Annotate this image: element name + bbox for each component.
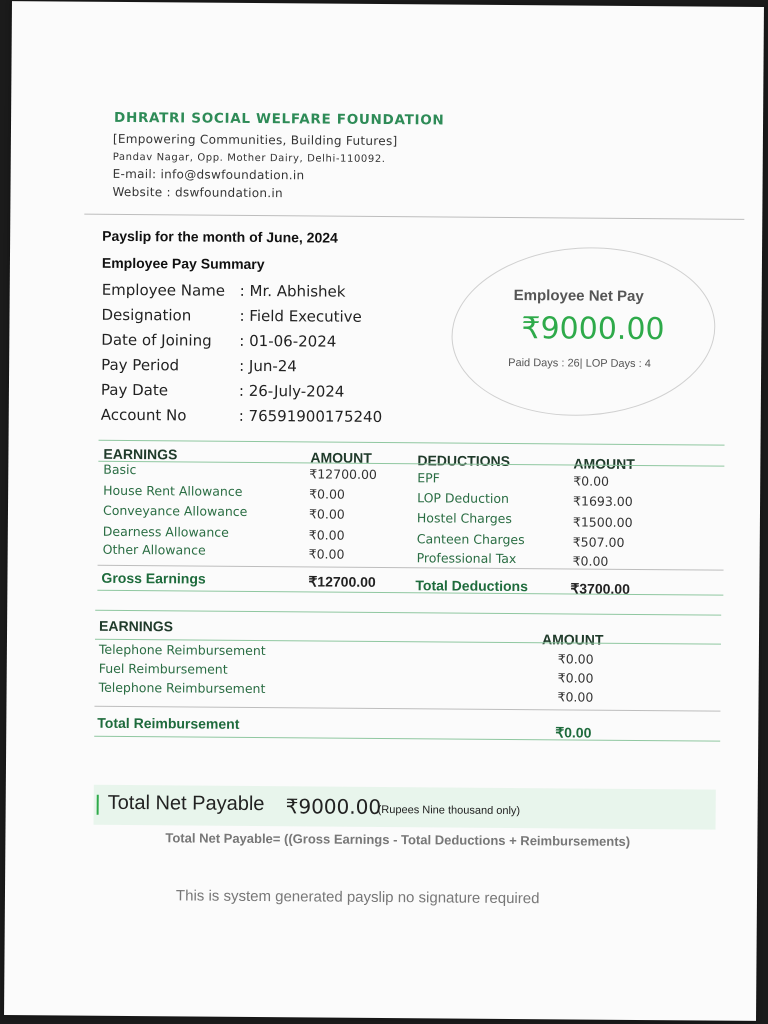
deduction-hostel-amount: ₹1500.00: [572, 514, 633, 530]
net-pay-formula: Total Net Payable= ((Gross Earnings - Total Deductions + Reimbursements): [165, 830, 631, 849]
gross-earnings-value: ₹12700.00: [308, 573, 376, 590]
reimb-telephone2-amount: ₹0.00: [557, 689, 594, 705]
deduction-ptax-amount: ₹0.00: [572, 553, 609, 569]
designation-value: : Field Executive: [239, 306, 362, 326]
summary-title: Employee Pay Summary: [101, 254, 265, 273]
account-no-label: Account No: [100, 405, 187, 425]
reimb-amount-header: AMOUNT: [541, 631, 604, 648]
org-tagline: [Empowering Communities, Building Futures]: [112, 131, 398, 149]
total-net-words: (Rupees Nine thousand only): [377, 803, 521, 818]
earning-hra-label: House Rent Allowance: [103, 482, 243, 499]
pay-period-label: Pay Period: [101, 355, 180, 375]
total-net-label: Total Net Payable: [107, 791, 265, 816]
org-address: Pandav Nagar, Opp. Mother Dairy, Delhi-110092.: [112, 151, 386, 166]
pay-period-value: : Jun-24: [239, 356, 297, 376]
employee-name-label: Employee Name: [101, 280, 226, 300]
org-email: E-mail: info@dswfoundation.in: [112, 166, 305, 183]
deduction-epf-amount: ₹0.00: [573, 473, 610, 489]
deduction-canteen-amount: ₹507.00: [572, 534, 625, 550]
deduction-hostel-label: Hostel Charges: [416, 510, 512, 527]
total-reimb-value: ₹0.00: [555, 724, 592, 741]
org-name: DHRATRI SOCIAL WELFARE FOUNDATION: [114, 109, 445, 129]
deduction-ptax-label: Professional Tax: [416, 550, 517, 567]
deduction-canteen-label: Canteen Charges: [416, 531, 525, 548]
deduction-lop-amount: ₹1693.00: [573, 493, 633, 509]
earning-da-amount: ₹0.00: [308, 527, 345, 543]
earning-da-label: Dearness Allowance: [102, 523, 229, 540]
reimb-earnings-header: EARNINGS: [99, 617, 174, 635]
reimb-top-rule: [95, 610, 721, 616]
earning-basic-label: Basic: [103, 461, 137, 478]
payslip-page: [4, 1, 764, 1021]
earning-conveyance-amount: ₹0.00: [308, 506, 345, 522]
banner-accent-bar: [97, 795, 99, 815]
header-divider: [84, 214, 744, 220]
pay-date-label: Pay Date: [100, 380, 169, 400]
employee-name-value: : Mr. Abhishek: [239, 281, 346, 301]
deduction-epf-label: EPF: [417, 470, 440, 486]
reimb-fuel-amount: ₹0.00: [557, 670, 594, 686]
net-pay-days: Paid Days : 26| LOP Days : 4: [508, 356, 651, 371]
payslip-title: Payslip for the month of June, 2024: [102, 227, 338, 246]
earning-basic-amount: ₹12700.00: [309, 466, 377, 482]
earning-conveyance-label: Conveyance Allowance: [102, 502, 248, 519]
deductions-amount-header: AMOUNT: [573, 455, 635, 472]
reimb-telephone-amount: ₹0.00: [557, 651, 594, 667]
reimb-bottom-rule: [94, 736, 720, 742]
earnings-header: EARNINGS: [103, 445, 178, 463]
gross-earnings-label: Gross Earnings: [101, 569, 206, 587]
total-reimb-label: Total Reimbursement: [97, 714, 240, 732]
earning-other-label: Other Allowance: [102, 541, 206, 558]
deduction-lop-label: LOP Deduction: [417, 490, 510, 506]
org-website: Website : dswfoundation.in: [112, 184, 284, 201]
reimb-telephone-label: Telephone Reimbursement: [98, 641, 266, 659]
doj-label: Date of Joining: [101, 330, 212, 350]
total-deductions-value: ₹3700.00: [570, 580, 630, 597]
total-net-banner: [94, 785, 716, 830]
total-deductions-label: Total Deductions: [415, 577, 529, 595]
net-pay-title: Employee Net Pay: [513, 287, 644, 306]
account-no-value: : 76591900175240: [238, 406, 383, 426]
earning-other-amount: ₹0.00: [308, 546, 345, 562]
footer-note: This is system generated payslip no signature required: [175, 887, 540, 908]
pay-date-value: : 26-July-2024: [238, 381, 345, 401]
reimb-fuel-label: Fuel Reimbursement: [98, 660, 228, 677]
deductions-header: DEDUCTIONS: [417, 452, 511, 469]
doj-value: : 01-06-2024: [239, 331, 337, 351]
total-net-amount: ₹9000.00: [285, 794, 382, 819]
reimb-telephone2-label: Telephone Reimbursement: [98, 679, 266, 697]
designation-label: Designation: [101, 305, 192, 325]
earning-hra-amount: ₹0.00: [309, 486, 345, 502]
reimb-total-rule: [94, 706, 720, 712]
earnings-amount-header: AMOUNT: [310, 449, 372, 466]
earnings-top-rule: [99, 440, 725, 446]
net-pay-amount: ₹9000.00: [521, 311, 665, 348]
